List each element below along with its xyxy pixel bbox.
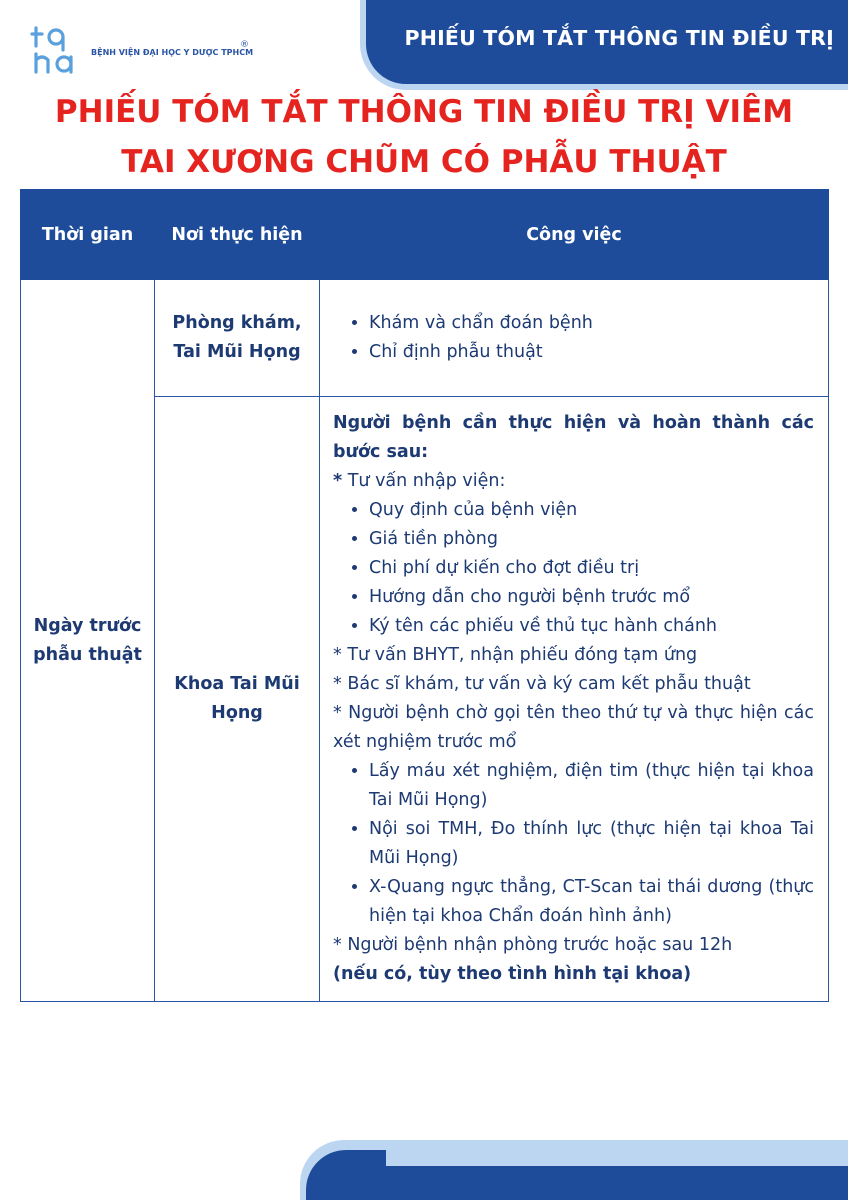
steps-intro: Người bệnh cần thực hiện và hoàn thành các bước sau: [333, 413, 814, 462]
tests-list [333, 757, 814, 931]
admission-list [333, 496, 814, 641]
list-item: • Chi phí dự kiến cho đợt điều trị [369, 554, 814, 583]
list-item: • Lấy máu xét nghiệm, điện tim (thực hiện tại khoa Tai Mũi Họng) [369, 757, 814, 815]
footer-bar [350, 1166, 848, 1200]
work-cell-department [320, 397, 829, 1002]
room-note: * Người bệnh nhận phòng trước hoặc sau 12h [333, 935, 733, 955]
list-item: • Hướng dẫn cho người bệnh trước mổ [369, 583, 814, 612]
page-title-line-1: PHIẾU TÓM TẮT THÔNG TIN ĐIỀU TRỊ VIÊM [54, 94, 794, 130]
header-tab [366, 0, 848, 84]
table-header-row [21, 190, 829, 280]
table-row [21, 280, 829, 397]
header-tab-title: PHIẾU TÓM TẮT THÔNG TIN ĐIỀU TRỊ [404, 26, 834, 50]
place-cell-clinic: Phòng khám, Tai Mũi Họng [155, 280, 320, 397]
work-cell-clinic [320, 280, 829, 397]
tests-heading: * Người bệnh chờ gọi tên theo thứ tự và thực hiện các xét nghiệm trước mổ [333, 703, 814, 752]
treatment-table [20, 189, 829, 1002]
header-work: Công việc [320, 190, 829, 280]
admission-heading-text: Tư vấn nhập viện: [342, 471, 506, 491]
admission-heading: * Tư vấn nhập viện: [333, 471, 506, 491]
hospital-logo-icon [30, 24, 88, 76]
list-item: • Chỉ định phẫu thuật [369, 338, 814, 367]
list-item: • Nội soi TMH, Đo thính lực (thực hiện tại khoa Tai Mũi Họng) [369, 815, 814, 873]
registered-mark: ® [240, 40, 249, 50]
page-title-line-2: TAI XƯƠNG CHŨM CÓ PHẪU THUẬT [121, 144, 727, 180]
list-item: • Quy định của bệnh viện [369, 496, 814, 525]
list-item: • Khám và chẩn đoán bệnh [369, 309, 814, 338]
hospital-name: BỆNH VIỆN ĐẠI HỌC Y DƯỢC TPHCM [91, 48, 254, 57]
list-item: • X-Quang ngực thẳng, CT-Scan tai thái dương (thực hiện tại khoa Chẩn đoán hình ảnh) [369, 873, 814, 931]
list-item: • Giá tiền phòng [369, 525, 814, 554]
header-time: Thời gian [21, 190, 155, 280]
doctor-note: * Bác sĩ khám, tư vấn và ký cam kết phẫu thuật [333, 674, 751, 694]
list-item: • Ký tên các phiếu về thủ tục hành chánh [369, 612, 814, 641]
header-place: Nơi thực hiện [155, 190, 320, 280]
clinic-task-list [333, 309, 814, 367]
time-cell: Ngày trước phẫu thuật [21, 280, 155, 1002]
place-cell-department: Khoa Tai Mũi Họng [155, 397, 320, 1002]
room-note-condition: (nếu có, tùy theo tình hình tại khoa) [333, 964, 692, 984]
insurance-note: * Tư vấn BHYT, nhận phiếu đóng tạm ứng [333, 645, 698, 665]
